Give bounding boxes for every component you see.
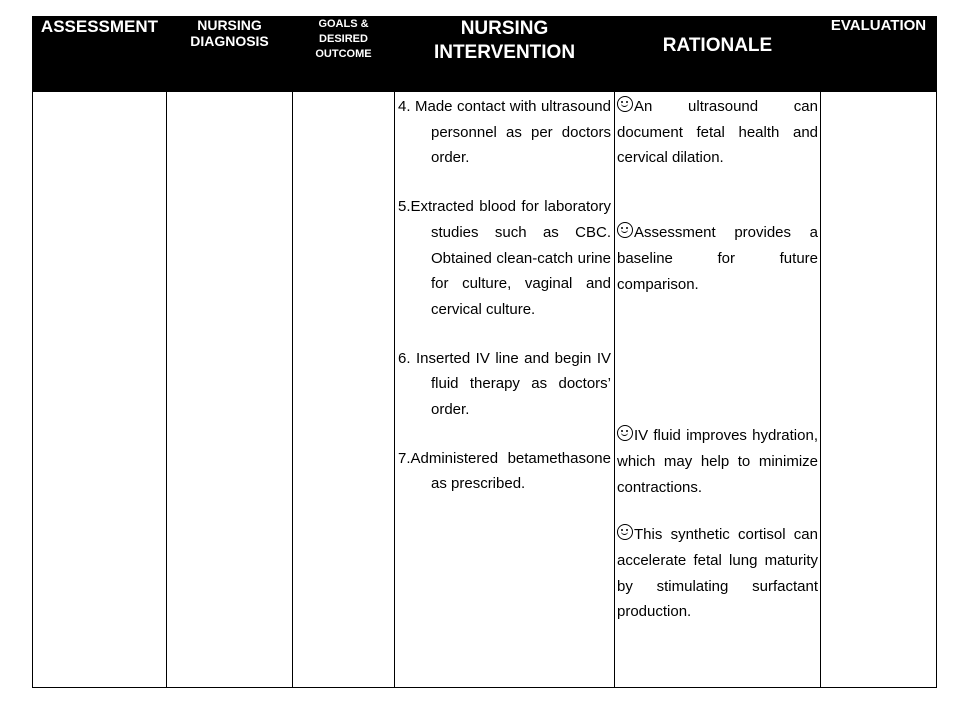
intervention-item: 5.Extracted blood for laboratory studies such as CBC. Obtained clean-catch urine for culture, vaginal and cervical culture. bbox=[398, 198, 611, 318]
assessment-cell bbox=[33, 92, 167, 688]
header-evaluation: EVALUATION bbox=[821, 17, 937, 92]
header-assessment: ASSESSMENT bbox=[33, 17, 167, 92]
smiley-icon bbox=[617, 524, 633, 540]
nursing-diagnosis-cell bbox=[167, 92, 293, 688]
body-row bbox=[33, 92, 937, 688]
rationale-cell bbox=[615, 92, 821, 688]
rationale-text: This synthetic cortisol can accelerate fetal lung maturity by stimulating surfactant production. bbox=[617, 526, 818, 621]
smiley-icon bbox=[617, 222, 633, 238]
header-nursing-diagnosis: NURSING DIAGNOSIS bbox=[167, 17, 293, 92]
intervention-cell bbox=[395, 92, 615, 688]
header-rationale: RATIONALE bbox=[615, 17, 821, 92]
rationale-text: Assessment provides a baseline for future comparison. bbox=[617, 224, 818, 293]
header-goals: GOALS & DESIRED OUTCOME bbox=[293, 17, 395, 92]
care-plan-table bbox=[32, 16, 937, 688]
smiley-icon bbox=[617, 96, 633, 112]
evaluation-cell bbox=[821, 92, 937, 688]
rationale-text: An ultrasound can document fetal health and cervical dilation. bbox=[617, 98, 818, 167]
rationale-item bbox=[617, 522, 818, 625]
intervention-item: 4. Made contact with ultrasound personnel as per doctors order. bbox=[398, 98, 611, 167]
intervention-item: 7.Administered betamethasone as prescribed. bbox=[398, 449, 611, 493]
smiley-icon bbox=[617, 425, 633, 441]
goals-cell bbox=[293, 92, 395, 688]
nursing-care-plan bbox=[32, 16, 936, 688]
header-row bbox=[33, 17, 937, 92]
rationale-item bbox=[617, 220, 818, 297]
rationale-item bbox=[617, 94, 818, 171]
intervention-item: 6. Inserted IV line and begin IV fluid therapy as doctors’ order. bbox=[398, 349, 611, 419]
rationale-text: IV fluid improves hydration, which may help to minimize contractions. bbox=[617, 427, 818, 496]
rationale-item bbox=[617, 423, 818, 500]
header-intervention: NURSING INTERVENTION bbox=[395, 17, 615, 92]
